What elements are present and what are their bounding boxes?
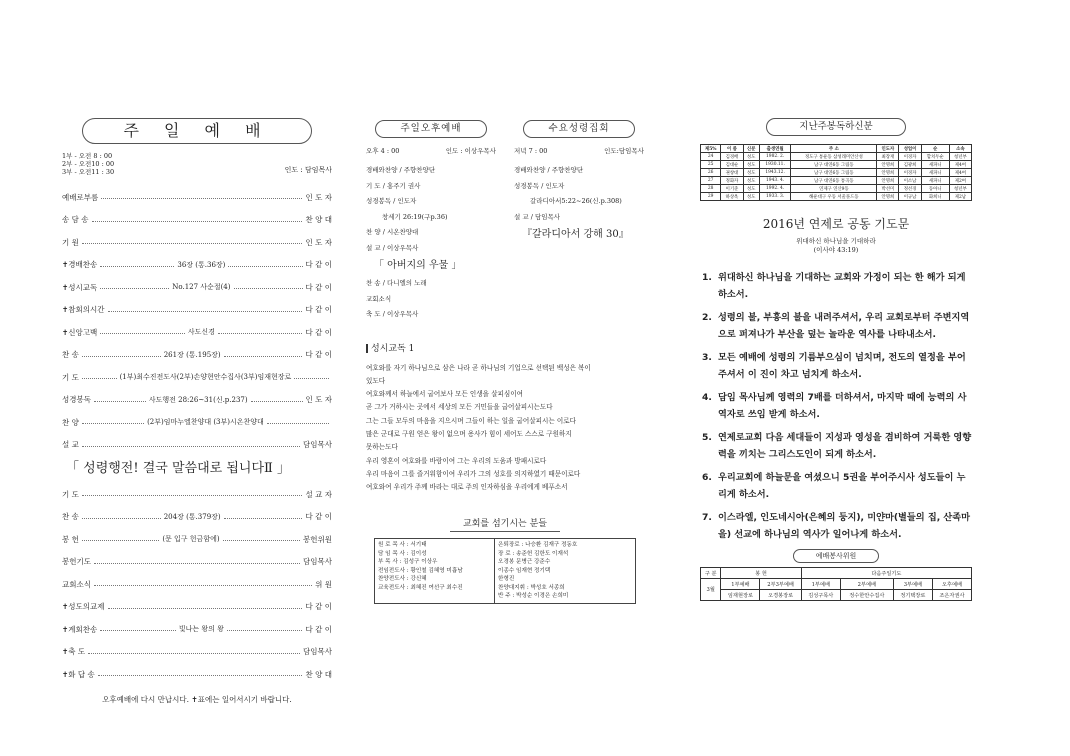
support-cell: 이소남	[899, 177, 921, 185]
service-line: 교회소식	[366, 294, 392, 303]
staff-line: 은퇴장로 : 나승환 김재구 정동호	[498, 542, 578, 549]
support-cell: 정화자	[721, 177, 743, 185]
support-cell: 이경자	[899, 153, 921, 161]
support-table	[700, 144, 972, 201]
reading-line: 여호와여 우리가 주께 바라는 대로 주의 인자하심을 우리에게 베푸소서	[366, 483, 568, 492]
reading-line: 우리 영혼이 여호와를 바람이여 그는 우리의 도움과 방패시로다	[366, 456, 547, 465]
support-cell: 제4여	[949, 161, 971, 169]
order-row	[62, 663, 332, 686]
time-1: 1부 - 오전 8 : 00	[62, 152, 113, 160]
support-cell: 1943. 4.	[759, 177, 791, 185]
order-leader: 위 원	[315, 579, 332, 589]
order-row	[62, 618, 332, 641]
support-cell: 안명희	[877, 169, 899, 177]
order-label: 찬 양	[62, 417, 79, 427]
service-line: 찬 송 / 다니엘의 노래	[366, 279, 427, 287]
table-row	[701, 153, 972, 161]
support-cell: 28	[701, 185, 721, 193]
order-row	[62, 411, 332, 434]
order-leader: 찬 양 대	[305, 669, 332, 679]
support-cell: 29	[701, 193, 721, 201]
dot-leader	[228, 263, 302, 267]
support-cell: 제4여	[949, 169, 971, 177]
support-cell: 성도	[743, 177, 759, 185]
support-cell: 안명희	[877, 193, 899, 201]
order-label: ✝축 도	[62, 647, 86, 657]
prayer-item	[702, 309, 972, 343]
services-section	[366, 120, 644, 604]
vol-head-offering: 봉 헌	[721, 568, 801, 579]
dot-leader	[218, 330, 303, 334]
support-cell: 남구 대연6동 그림동	[791, 161, 877, 169]
support-cell: 1933. 3.	[759, 193, 791, 201]
dot-leader	[227, 627, 303, 631]
order-detail: (1부)최수진전도사(2부)손양현안수집사(3부)임재현장로	[119, 373, 292, 382]
order-leader: 다 같 이	[305, 327, 332, 337]
staff-line: 장 로 : 송준헌 김한도 이재석	[498, 550, 569, 557]
dot-leader	[100, 285, 169, 289]
order-leader: 다 같 이	[305, 350, 332, 360]
order-row	[62, 321, 332, 344]
vol-cell: 임재현장로	[721, 590, 760, 601]
support-cell: 이경자	[899, 169, 921, 177]
support-cell: 성도	[743, 153, 759, 161]
order-leader: 찬 양 대	[305, 215, 332, 225]
vol-subhead: 1부예배	[721, 579, 760, 590]
service-line: 기 도 / 홍주기 권사	[366, 181, 421, 190]
time-2: 2부 - 오전10 : 00	[62, 160, 115, 168]
prayer-subtitle: 위대하신 하나님을 기대하라 (이사야 43:19)	[796, 237, 876, 254]
order-row	[62, 483, 332, 506]
dot-leader	[223, 537, 300, 541]
order-leader: 봉헌위원	[303, 534, 333, 544]
table-row	[701, 185, 972, 193]
order-row	[62, 254, 332, 277]
right-section	[700, 118, 972, 601]
worship-leader: 인도 : 담임목사	[284, 166, 332, 174]
dot-leader	[82, 515, 161, 519]
support-header: 인도자	[877, 145, 899, 153]
sunday-worship-section	[62, 118, 332, 705]
prayer-text: 모든 예배에 성령의 기름부으심이 넘치며, 전도의 열정을 부어주셔서 이 진이 차고 넘치게 하소서.	[718, 352, 966, 380]
table-row	[701, 193, 972, 201]
vol-cell: 정기택장로	[893, 590, 932, 601]
support-cell: 1982. 2.	[759, 153, 791, 161]
order-detail: 사도신경	[187, 328, 215, 337]
reading-line: 여호와를 자기 하나님으로 삼은 나라 곧 하나님의 기업으로 선택된 백성은 복이	[366, 363, 591, 372]
order-leader: 다 같 이	[305, 512, 332, 522]
order-label: ✝성시교독	[62, 282, 98, 292]
service-line: 성경봉독 / 인도자	[366, 197, 417, 205]
prayer-text: 연제로교회 다음 세대들이 지성과 영성을 겸비하여 거룩한 영향력을 끼치는 그리스도인이 되게 하소서.	[718, 432, 972, 460]
order-label: ✝참회의시간	[62, 305, 105, 315]
order-detail: (2부)임마누엘찬양대 (3부)시온찬양대	[147, 418, 264, 427]
dot-leader	[98, 672, 303, 676]
order-detail: (문 입구 헌금함에)	[162, 535, 220, 544]
support-title: 지난주봉독하신분	[766, 118, 906, 136]
dot-leader	[82, 375, 117, 379]
vol-head-next: 다음주일기도	[801, 568, 971, 579]
volunteers-title: 예배봉사위원	[793, 549, 879, 563]
order-row	[62, 641, 332, 664]
order-leader: 담임목사	[303, 647, 332, 657]
order-row	[62, 389, 332, 412]
support-cell: 새파니	[921, 161, 949, 169]
order-leader: 인 도 자	[305, 192, 332, 202]
reading-line: 여호와께서 하늘에서 굽어보사 모든 인생을 살피심이여	[366, 390, 523, 399]
vol-cell: 김성구목사	[801, 590, 840, 601]
order-row	[62, 186, 332, 209]
order-detail: No.127 사순절(4)	[172, 283, 231, 292]
service-line: 성경봉독 / 인도자	[514, 181, 565, 190]
order-label: ✝성도의교제	[62, 602, 105, 612]
vol-cell: 정수한안수집사	[840, 590, 893, 601]
support-cell: 제2여	[949, 177, 971, 185]
support-cell: 이규남	[899, 193, 921, 201]
table-row	[701, 161, 972, 169]
service-line: 경배와찬양 / 주향찬양단	[366, 166, 436, 174]
support-cell: 안명희	[877, 161, 899, 169]
service-line: 찬 양 / 시온찬양대	[366, 228, 419, 236]
order-leader: 다 같 이	[305, 260, 333, 270]
order-row	[62, 434, 332, 457]
responsive-reading-text	[366, 362, 644, 495]
dot-leader	[100, 330, 185, 334]
order-label: 찬 송	[62, 512, 79, 522]
order-label: ✝계회찬송	[62, 624, 98, 634]
staff-line: 이종수 임재현 정기택	[498, 567, 551, 574]
vol-subhead: 2부3부예배	[760, 579, 801, 590]
order-row	[62, 528, 332, 551]
order-leader: 인 도 자	[305, 237, 332, 247]
order-detail: 36장 (통.36장)	[177, 260, 226, 269]
prayer-text: 위대하신 하나님을 기대하는 교회와 가정이 되는 한 해가 되게 하소서.	[718, 272, 966, 300]
dot-leader	[82, 443, 300, 447]
vol-cell: 조은자권사	[932, 590, 971, 601]
reading-line: 우리 마음이 그를 즐거워함이여 우리가 그의 성호를 의지하였기 때문이로다	[366, 469, 581, 478]
order-label: 기 도	[62, 489, 79, 499]
order-label: 찬 송	[62, 350, 79, 360]
responsive-reading-title: 성시교독 1	[366, 341, 644, 354]
support-cell: 성도	[743, 161, 759, 169]
order-label: 성경봉독	[62, 395, 91, 405]
support-cell: 해운대구 우동 서울플드동	[791, 193, 877, 201]
dot-leader	[267, 420, 329, 424]
order-row	[62, 231, 332, 254]
order-label: 송 담 송	[62, 215, 89, 225]
order-row	[62, 344, 332, 367]
vol-month: 3월	[701, 579, 721, 601]
wednesday-time: 저녁 7 : 00	[514, 147, 548, 155]
support-cell: 새파니	[921, 169, 949, 177]
dot-leader	[94, 560, 300, 564]
worship-order	[62, 186, 332, 456]
support-cell: 1943.12.	[759, 169, 791, 177]
vol-cell: 오경봉장로	[760, 590, 801, 601]
reading-line: 그는 그들 모두의 마음을 지으시며 그들이 하는 일을 굽어살피시는 이로다	[366, 416, 576, 425]
dot-leader	[108, 308, 303, 312]
dot-leader	[251, 398, 303, 402]
staff-title: 교회를 섬기시는 분들	[463, 519, 547, 530]
dot-leader	[94, 582, 312, 586]
prayer-item	[702, 429, 972, 463]
order-label: 교회소식	[62, 579, 91, 589]
support-cell: 최장재	[877, 153, 899, 161]
dot-leader	[224, 353, 303, 357]
support-cell: 청년부	[949, 153, 971, 161]
prayer-title: 2016년 연제로 공동 기도문	[762, 217, 910, 231]
dot-leader	[108, 605, 303, 609]
table-row	[701, 177, 972, 185]
order-leader: 다 같 이	[305, 602, 332, 612]
dot-leader	[82, 420, 144, 424]
order-leader: 다 같 이	[305, 305, 332, 315]
title-bar-icon	[366, 344, 368, 353]
vol-subhead: 3부예배	[893, 579, 932, 590]
support-header: 순	[921, 145, 949, 153]
support-header: 성업이	[899, 145, 921, 153]
reading-line: 못하는도다	[366, 443, 398, 452]
prayer-number: 7.	[702, 512, 712, 523]
support-cell: 27	[701, 177, 721, 185]
support-cell: 김광희	[899, 161, 921, 169]
dot-leader	[88, 650, 300, 654]
service-line: 축 도 / 이상우목사	[366, 310, 419, 318]
wednesday-sermon: 『갈라디아서 강해 30』	[522, 229, 629, 240]
service-line: 설 교 / 담임목사	[514, 212, 561, 221]
staff-title-underline	[450, 531, 560, 532]
sermon-title: 「 성령행전! 결국 말씀대로 됩니다Ⅱ 」	[66, 461, 290, 476]
order-label: 기 원	[62, 237, 79, 247]
staff-line: 찬양대지휘 : 박성호 서종희	[498, 584, 565, 591]
support-cell: 김경배	[721, 153, 743, 161]
staff-line: 반 주 : 박성순 이경은 손희미	[498, 593, 569, 600]
support-cell: 성도	[743, 193, 759, 201]
support-cell: 25	[701, 161, 721, 169]
order-detail: 사도행전 28:26~31(신.p.237)	[148, 395, 248, 404]
staff-line: 찬양전도사 : 강신혜	[378, 576, 427, 583]
dot-leader	[82, 492, 303, 496]
order-leader: 다 같 이	[305, 282, 333, 292]
staff-line: 오경봉 문병근 강준수	[498, 559, 551, 566]
support-cell: 24	[701, 153, 721, 161]
order-row	[62, 276, 332, 299]
dot-leader	[234, 285, 303, 289]
order-row	[62, 299, 332, 322]
prayer-item	[702, 349, 972, 383]
prayer-number: 5.	[702, 432, 712, 443]
worship-footer-note: 오후예배에 다시 만납시다. ✝표에는 일어서시기 바랍니다.	[102, 694, 292, 704]
order-label: ✝화 답 송	[62, 669, 95, 679]
dot-leader	[82, 240, 303, 244]
support-cell: 26	[701, 169, 721, 177]
support-cell: 안명희	[877, 177, 899, 185]
dot-leader	[82, 353, 161, 357]
order-label: 예배로부름	[62, 192, 99, 202]
prayer-number: 6.	[702, 472, 712, 483]
vol-head-gubun: 구 분	[701, 568, 721, 579]
support-header: 신분	[743, 145, 759, 153]
support-cell: 제2남	[949, 193, 971, 201]
order-row	[62, 209, 332, 232]
sunday-worship-title: 주 일 예 배	[82, 118, 312, 144]
support-cell: 정도구 통운동 삼성래미안산성	[791, 153, 877, 161]
support-header: 제5%	[701, 145, 721, 153]
order-leader: 담임목사	[303, 557, 332, 567]
staff-line: 한형진	[498, 576, 515, 583]
vol-subhead: 1부예배	[801, 579, 840, 590]
prayer-number: 1.	[702, 272, 712, 283]
dot-leader	[294, 375, 329, 379]
staff-line: 전임전도사 : 황인철 김혜영 미흡남	[378, 567, 463, 574]
order-row	[62, 573, 332, 596]
support-cell: 1992. 4.	[759, 185, 791, 193]
support-cell: 하상옥	[721, 193, 743, 201]
order-row	[62, 596, 332, 619]
prayer-number: 2.	[702, 312, 712, 323]
reading-line: 있도다	[366, 376, 386, 385]
support-header: 소속	[949, 145, 971, 153]
prayer-item	[702, 509, 972, 543]
support-cell: 권창대	[721, 169, 743, 177]
support-cell: 김대순	[721, 161, 743, 169]
vol-subhead: 오후예배	[932, 579, 971, 590]
order-label: 기 도	[62, 372, 79, 382]
support-cell: 연제구 연산9동	[791, 185, 877, 193]
support-cell: 남구 대연6동 통곡동	[791, 177, 877, 185]
staff-line: 부 목 사 : 김성구 이상우	[378, 559, 438, 566]
staff-line: 교육전도사 : 최혜진 여선구 최수진	[378, 584, 463, 591]
support-cell: 1930.11.	[759, 161, 791, 169]
afternoon-leader: 인도 : 이상우목사	[445, 147, 496, 155]
dot-leader	[94, 398, 146, 402]
dot-leader	[224, 515, 303, 519]
wednesday-service	[514, 120, 644, 323]
time-3: 3부 - 오전11 : 30	[62, 168, 115, 176]
order-label: ✝경배찬송	[62, 260, 98, 270]
prayer-text: 담임 목사님께 영력의 7배를 더하셔서, 마지막 때에 능력의 사역자로 쓰임 받게 하소서.	[718, 392, 967, 420]
order-leader: 담임목사	[303, 440, 332, 450]
service-line: 창세기 26:19(구p.36)	[382, 212, 448, 221]
order-detail: 빛나는 왕의 왕	[178, 625, 224, 634]
support-cell: 남구 대연6동 그림동	[791, 169, 877, 177]
order-leader: 인 도 자	[305, 395, 333, 405]
support-header: 이 름	[721, 145, 743, 153]
order-detail: 261장 (통.195장)	[163, 350, 221, 359]
support-cell: 동아니	[921, 185, 949, 193]
order-label: 봉헌기도	[62, 557, 91, 567]
afternoon-sermon: 「 아버지의 우물 」	[374, 260, 462, 271]
support-header: 주 소	[791, 145, 877, 153]
support-cell: 성도	[743, 185, 759, 193]
prayer-item	[702, 269, 972, 303]
staff-line: 담 임 목 사 : 김이성	[378, 550, 427, 557]
dot-leader	[82, 537, 159, 541]
staff-table	[374, 538, 636, 604]
table-row	[701, 169, 972, 177]
support-cell: 청년부	[949, 185, 971, 193]
dot-leader	[101, 195, 302, 199]
order-label: ✝신앙고백	[62, 327, 98, 337]
prayer-number: 4.	[702, 392, 712, 403]
support-cell: 박선미	[877, 185, 899, 193]
order-leader: 다 같 이	[305, 624, 332, 634]
afternoon-time: 오후 4 : 00	[366, 147, 400, 155]
afternoon-title: 주일오후예배	[375, 120, 487, 138]
prayer-text: 우리교회에 하늘문을 여셨으니 5권을 부어주시사 성도들이 누리게 하소서.	[718, 472, 966, 500]
service-line: 설 교 / 이상우목사	[366, 243, 419, 252]
vol-subhead: 2부예배	[840, 579, 893, 590]
reading-line: 많은 군대로 구원 얻은 왕이 없으며 용사가 힘이 세어도 스스로 구원하지	[366, 429, 572, 438]
afternoon-service	[366, 120, 496, 323]
order-row	[62, 551, 332, 574]
service-line: 경배와찬양 / 주향찬양단	[514, 166, 584, 174]
support-cell: 정선경	[899, 185, 921, 193]
dot-leader	[100, 263, 174, 267]
staff-line: 원 로 목 사 : 서기태	[378, 542, 427, 549]
order-label: 설 교	[62, 440, 79, 450]
dot-leader	[100, 627, 176, 631]
prayer-item	[702, 469, 972, 503]
support-cell: 성도	[743, 169, 759, 177]
support-cell: 새파니	[921, 177, 949, 185]
volunteers-table	[700, 567, 972, 601]
prayer-item	[702, 389, 972, 423]
support-cell: 화희니	[921, 193, 949, 201]
dot-leader	[92, 218, 303, 222]
order-label: 봉 헌	[62, 534, 79, 544]
support-header: 출생연월	[759, 145, 791, 153]
order-leader: 설 교 자	[305, 489, 332, 499]
wednesday-leader: 인도:담임목사	[604, 147, 644, 155]
prayer-number: 3.	[702, 352, 712, 363]
order-detail: 204장 (통.379장)	[163, 512, 221, 521]
worship-order-after	[62, 483, 332, 686]
order-row	[62, 506, 332, 529]
prayer-text: 이스라엘, 인도네시아(은혜의 둥지), 미얀마(별들의 집, 산족마을) 선교에 하나님의 역사가 일어나게 하소서.	[718, 512, 971, 540]
service-line: 갈라디아서5:22~26(신.p.308)	[530, 197, 622, 205]
reading-line: 곧 그가 거하시는 곳에서 세상의 모든 거민들을 굽어살피시는도다	[366, 403, 553, 412]
support-cell: 이기준	[721, 185, 743, 193]
wednesday-title: 수요성령집회	[523, 120, 635, 138]
support-cell: 합치두순	[921, 153, 949, 161]
prayer-list	[700, 269, 972, 543]
order-row	[62, 366, 332, 389]
prayer-text: 성령의 불, 부흥의 불을 내려주셔서, 우리 교회로부터 주변지역으로 퍼져나가 부산을 덮는 놀라운 역사를 나타내소서.	[718, 312, 970, 340]
